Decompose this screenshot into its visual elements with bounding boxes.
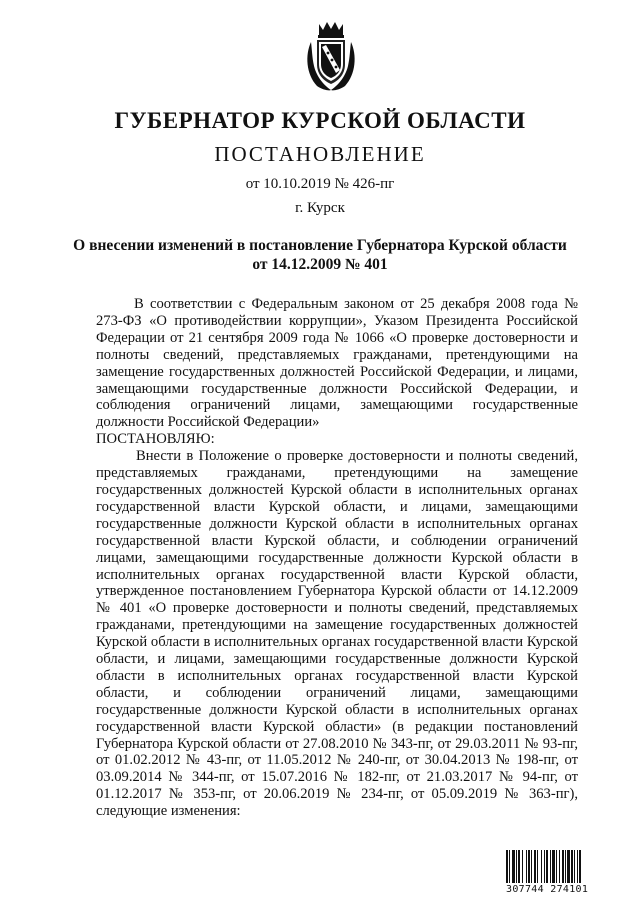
city: г. Курск bbox=[295, 200, 345, 216]
document-subject bbox=[0, 236, 640, 274]
barcode bbox=[506, 850, 628, 896]
document-type: ПОСТАНОВЛЕНИЕ bbox=[214, 142, 426, 166]
date-and-number: от 10.10.2019 № 426-пг bbox=[245, 176, 395, 192]
document-body bbox=[96, 296, 578, 820]
issuing-authority: ГУБЕРНАТОР КУРСКОЙ ОБЛАСТИ bbox=[114, 108, 526, 133]
coat-of-arms-icon bbox=[303, 20, 359, 92]
preamble-paragraph: В соответствии с Федеральным законом от 25 декабря 2008 года № 273-ФЗ «О противодействии коррупции», Указом Президента Российской Федерации от 21 сентября 2009 года № 1066 «О проверке достоверности и полноты сведений, представляемых гражданами, претендующими на замещение государственных должностей Российской Федерации, и лицами, замещающими государственные должности Российской Федерации, и соблюдения ограничений лицами, замещающими государственные должности Российской Федерации» bbox=[96, 296, 578, 431]
amendment-paragraph: Внести в Положение о проверке достоверности и полноты сведений, представляемых гражданами, претендующими на замещение государственных должностей Курской области в исполнительных органах государственной власти Курской области, и лицами, замещающими государственные должности Курской области в исполнительных органах государственной власти Курской области, и соблюдении ограничений лицами, замещающими государственные должности Курской области в исполнительных органах государственной власти Курской области, утвержденное постановлением Губернатора Курской области от 14.12.2009 № 401 «О проверке достоверности и полноты сведений, представляемых гражданами, претендующими на замещение государственных должностей Курской области в исполнительных органах государственной власти Курской области, и лицами, замещающими государственные должности Курской области в исполнительных органах государственной власти Курской области, и соблюдении ограничений лицами, замещающими государственные должности Курской области в исполнительных органах государственной власти Курской области» (в редакции постановлений Губернатора Курской области от 27.08.2010 № 343-пг, от 29.03.2011 № 93-пг, от 01.02.2012 № 43-пг, от 11.05.2012 № 240-пг, от 30.04.2013 № 198-пг, от 03.09.2014 № 344-пг, от 15.07.2016 № 182-пг, от 21.03.2017 № 94-пг, от 01.12.2017 № 353-пг, от 20.06.2019 № 234-пг, от 05.09.2019 № 363-пг), следующие изменения: bbox=[96, 448, 578, 820]
subject-line-2: от 14.12.2009 № 401 bbox=[252, 256, 388, 273]
barcode-bars bbox=[506, 850, 628, 883]
subject-line-1: О внесении изменений в постановление Губернатора Курской области bbox=[73, 237, 567, 254]
decree-word: ПОСТАНОВЛЯЮ: bbox=[96, 431, 215, 448]
barcode-number: 307744 274101 bbox=[506, 884, 589, 895]
barcode-bar bbox=[579, 850, 581, 883]
